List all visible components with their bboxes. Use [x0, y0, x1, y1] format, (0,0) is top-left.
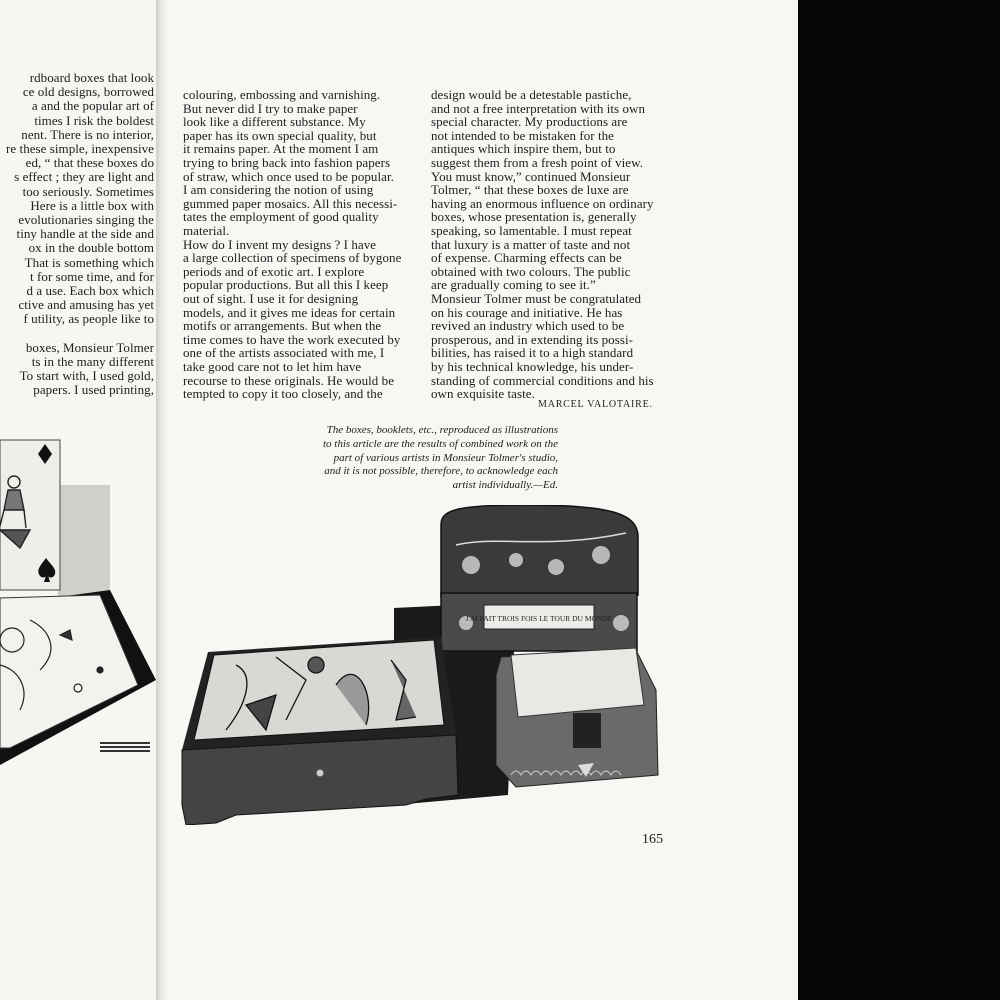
- text-line: How do I invent my designs ? I have: [183, 236, 377, 252]
- text-line: trying to bring back into fashion papers: [183, 155, 391, 170]
- text-line: times I risk the boldest: [34, 112, 154, 128]
- text-line: having an enormous influence on ordinary: [431, 195, 654, 211]
- illustration-caption: [288, 424, 558, 493]
- text-line: s effect ; they are light and: [14, 169, 154, 185]
- text-line: design would be a detestable pastiche,: [431, 87, 632, 102]
- text-line: it remains paper. At the moment I am: [183, 141, 379, 157]
- text-line: not intended to be mistaken for the: [431, 127, 614, 143]
- caption-line: part of various artists in Monsieur Tolmer's studio,: [333, 451, 558, 464]
- text-line: nent. There is no interior,: [21, 126, 154, 142]
- scan-background: [798, 0, 1000, 1000]
- text-line: motifs or arrangements. But when the: [183, 318, 382, 334]
- author-signature: MARCEL VALOTAIRE.: [538, 399, 653, 410]
- text-line: ed, “ that these boxes do: [25, 155, 154, 171]
- text-line: on his courage and initiative. He has: [431, 304, 623, 320]
- text-line: antiques which inspire them, but to: [431, 141, 616, 157]
- text-line: To start with, I used gold,: [19, 368, 154, 384]
- text-line: out of sight. I use it for designing: [183, 291, 359, 306]
- text-line: Monsieur Tolmer must be congratulated: [431, 291, 642, 306]
- text-line: one of the artists associated with me, I: [183, 345, 385, 361]
- text-line: t for some time, and for: [30, 268, 154, 284]
- text-line: gummed paper mosaics. All this necessi-: [183, 195, 398, 211]
- text-line: that luxury is a matter of taste and not: [431, 236, 631, 252]
- text-line: re these simple, inexpensive: [6, 141, 154, 156]
- keyhole: [317, 770, 324, 777]
- text-line: Here is a little box with: [30, 197, 154, 213]
- text-line: revived an industry which used to be: [431, 318, 625, 334]
- box-base: [182, 735, 458, 825]
- caption-line: and it is not possible, therefore, to acknowledge each: [324, 465, 558, 478]
- text-line: of straw, which once used to be popular.: [183, 168, 394, 184]
- page-number: 165: [642, 832, 663, 847]
- left-illustration: [0, 430, 160, 770]
- text-line: You must know,” continued Monsieur: [431, 168, 631, 184]
- text-line: bilities, has raised it to a high standard: [431, 345, 634, 361]
- text-line: Tolmer, “ that these boxes de luxe are: [431, 182, 629, 198]
- caption-line: to this article are the results of combined work on the: [322, 437, 558, 450]
- text-line: evolutionaries singing the: [18, 212, 154, 227]
- text-line: a and the popular art of: [31, 98, 154, 114]
- text-line: But never did I try to make paper: [183, 100, 358, 116]
- text-line: take good care not to let him have: [183, 359, 362, 374]
- boxes-photograph: [166, 505, 666, 825]
- text-line: own exquisite taste.: [431, 386, 535, 402]
- text-line: standing of commercial conditions and his: [431, 372, 654, 388]
- left-page: [0, 0, 160, 1000]
- text-line: models, and it gives me ideas for certain: [183, 304, 396, 320]
- dome-chest: [441, 505, 638, 651]
- text-line: too seriously. Sometimes: [22, 183, 154, 199]
- text-line: rdboard boxes that look: [29, 70, 154, 85]
- box-label: J'AI FAIT TROIS FOIS LE TOUR DU MONDE: [465, 614, 613, 623]
- text-line: ce old designs, borrowed: [22, 84, 154, 100]
- text-line: tiny handle at the side and: [16, 226, 154, 242]
- text-line: That is something which: [24, 254, 154, 270]
- figure-box: [182, 637, 458, 825]
- text-line: look like a different substance. My: [183, 114, 366, 130]
- text-line: boxes, Monsieur Tolmer: [25, 339, 154, 355]
- text-line: boxes, whose presentation is, generally: [431, 209, 637, 225]
- text-line: time comes to have the work executed by: [183, 331, 401, 347]
- text-line: prosperous, and in extending its possi-: [431, 331, 633, 347]
- text-line: material.: [183, 223, 230, 238]
- caption-line: artist individually.—Ed.: [452, 479, 558, 492]
- text-line: tates the employment of good quality: [183, 209, 379, 225]
- text-line: are gradually coming to see it.”: [431, 277, 596, 293]
- text-line: tempted to copy it too closely, and the: [183, 386, 383, 402]
- text-line: suggest them from a fresh point of view.: [431, 155, 643, 170]
- stripes: [100, 740, 150, 754]
- text-line: special character. My productions are: [431, 114, 628, 130]
- text-line: I am considering the notion of using: [183, 182, 374, 198]
- caption-line: The boxes, booklets, etc., reproduced as illustrations: [326, 424, 558, 436]
- text-line: periods and of exotic art. I explore: [183, 263, 365, 279]
- clasp: [573, 713, 601, 748]
- text-line: ox in the double bottom: [28, 240, 154, 256]
- text-line: by his technical knowledge, his under-: [431, 359, 634, 374]
- text-line: colouring, embossing and varnishing.: [183, 87, 381, 102]
- text-line: popular productions. But all this I keep: [183, 277, 389, 293]
- text-line: ts in the many different: [31, 354, 154, 369]
- text-line: f utility, as people like to: [23, 311, 154, 327]
- text-line: d a use. Each box which: [26, 283, 154, 298]
- text-line: of expense. Charming effects can be: [431, 250, 622, 266]
- text-line: a large collection of specimens of bygone: [183, 250, 402, 266]
- scalloped-box: [496, 648, 658, 787]
- text-line: obtained with two colours. The public: [431, 263, 631, 279]
- text-line: papers. I used printing,: [33, 382, 154, 398]
- text-line: speaking, so lamentable. I must repeat: [431, 223, 632, 238]
- text-line: ctive and amusing has yet: [18, 297, 154, 313]
- right-page: [166, 0, 798, 1000]
- text-line: paper has its own special quality, but: [183, 127, 377, 143]
- text-line: recourse to these originals. He would be: [183, 372, 395, 388]
- text-line: and not a free interpretation with its own: [431, 100, 646, 116]
